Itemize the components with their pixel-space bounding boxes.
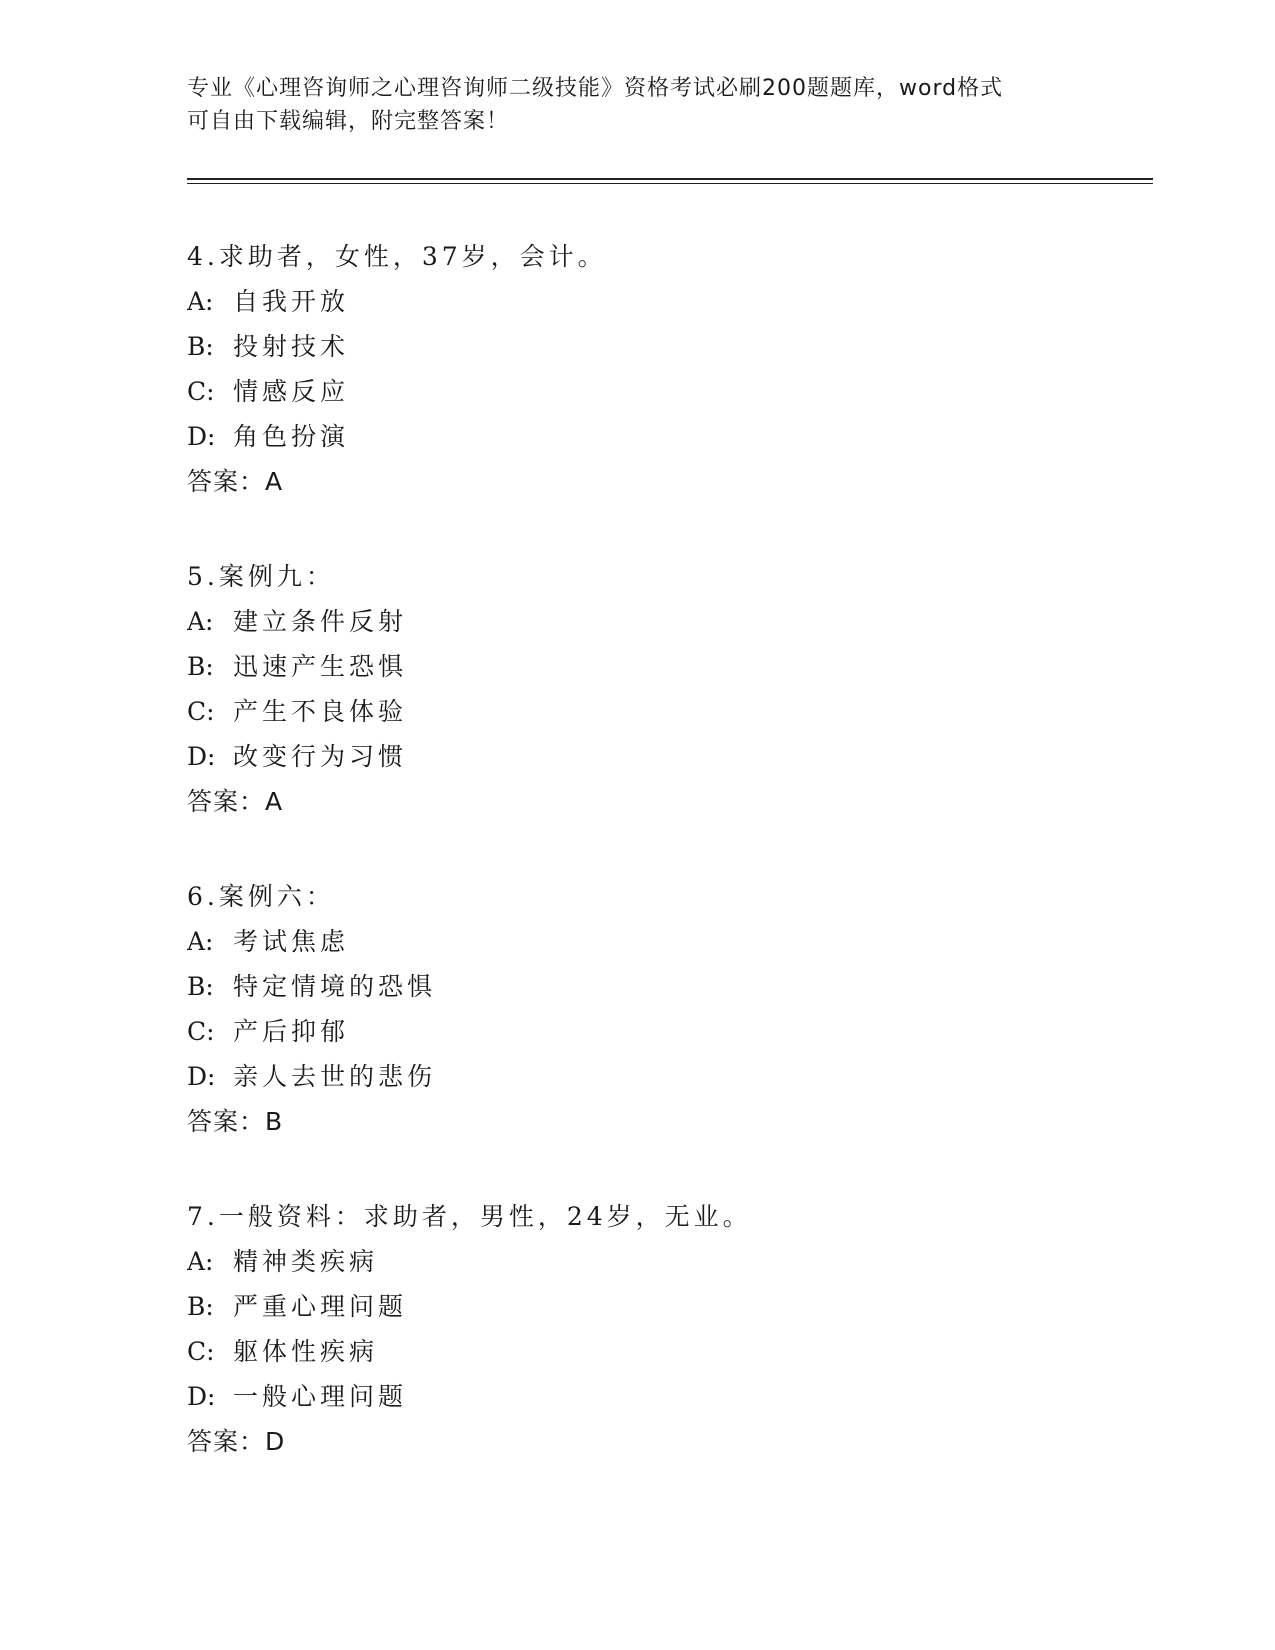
option-letter: D: [187, 742, 216, 771]
option-a [187, 599, 1147, 644]
option-d [187, 1054, 1147, 1099]
option-text: 角色扮演 [233, 422, 350, 451]
option-c [187, 689, 1147, 734]
option-d [187, 1374, 1147, 1419]
option-b [187, 644, 1147, 689]
option-text: 自我开放 [233, 287, 350, 316]
option-letter: D: [187, 1062, 216, 1091]
option-letter: C: [187, 697, 215, 726]
option-b [187, 1284, 1147, 1329]
option-letter: C: [187, 1017, 215, 1046]
option-text: 改变行为习惯 [233, 742, 408, 771]
document-header [187, 72, 1087, 138]
option-text: 产后抑郁 [233, 1017, 350, 1046]
option-letter: D: [187, 422, 216, 451]
option-text: 一般心理问题 [233, 1382, 408, 1411]
option-text: 情感反应 [233, 377, 350, 406]
option-text: 迅速产生恐惧 [233, 652, 408, 681]
question-7 [187, 1194, 1147, 1514]
question-list [187, 234, 1147, 1514]
option-letter: B: [187, 972, 214, 1001]
option-c [187, 369, 1147, 414]
option-letter: B: [187, 1292, 214, 1321]
option-d [187, 734, 1147, 779]
option-text: 产生不良体验 [233, 697, 408, 726]
option-letter: C: [187, 377, 215, 406]
answer-line: 答案：D [187, 1427, 286, 1456]
option-a [187, 919, 1147, 964]
option-letter: D: [187, 1382, 216, 1411]
answer-line: 答案：A [187, 467, 284, 496]
answer-line: 答案：B [187, 1107, 284, 1136]
header-divider-thin [187, 183, 1153, 184]
option-text: 亲人去世的悲伤 [233, 1062, 437, 1091]
option-d [187, 414, 1147, 459]
option-text: 躯体性疾病 [233, 1337, 379, 1366]
question-6 [187, 874, 1147, 1194]
question-stem: 4.求助者，女性，37岁，会计。 [187, 242, 607, 271]
option-a [187, 279, 1147, 324]
option-a [187, 1239, 1147, 1284]
question-stem: 6.案例六： [187, 882, 335, 911]
option-letter: B: [187, 652, 214, 681]
question-stem: 5.案例九： [187, 562, 335, 591]
option-b [187, 964, 1147, 1009]
header-divider-thick [187, 178, 1153, 180]
answer-line: 答案：A [187, 787, 284, 816]
option-letter: A: [187, 287, 214, 316]
question-5 [187, 554, 1147, 874]
option-letter: A: [187, 927, 214, 956]
option-letter: A: [187, 607, 214, 636]
question-4 [187, 234, 1147, 554]
option-c [187, 1009, 1147, 1054]
header-line-1: 专业《心理咨询师之心理咨询师二级技能》资格考试必刷200题题库，word格式 [187, 76, 1004, 101]
option-text: 严重心理问题 [233, 1292, 408, 1321]
option-c [187, 1329, 1147, 1374]
option-letter: C: [187, 1337, 215, 1366]
header-line-2: 可自由下载编辑，附完整答案！ [187, 109, 510, 134]
option-letter: B: [187, 332, 214, 361]
option-text: 考试焦虑 [233, 927, 350, 956]
option-text: 投射技术 [233, 332, 350, 361]
option-letter: A: [187, 1247, 214, 1276]
option-text: 特定情境的恐惧 [233, 972, 437, 1001]
option-b [187, 324, 1147, 369]
question-stem: 7.一般资料：求助者，男性，24岁，无业。 [187, 1202, 752, 1231]
option-text: 建立条件反射 [233, 607, 408, 636]
option-text: 精神类疾病 [233, 1247, 379, 1276]
